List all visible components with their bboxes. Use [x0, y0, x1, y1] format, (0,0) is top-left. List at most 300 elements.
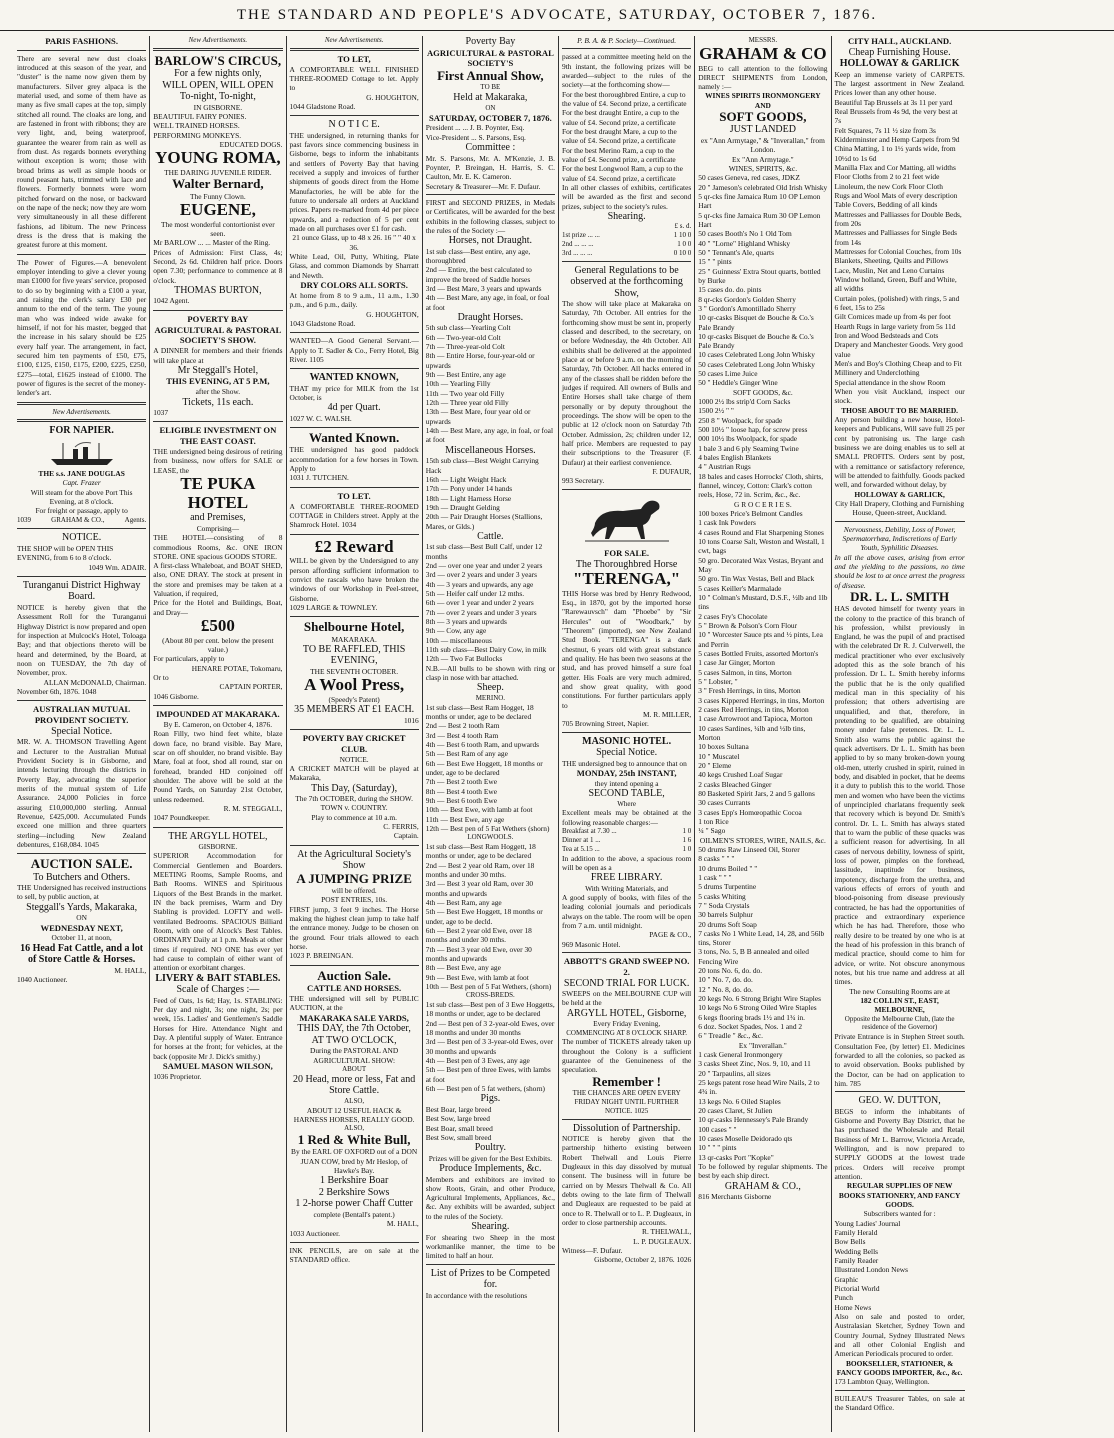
notice-more: White Lead, Oil, Putty, Whiting, Plate Glass, and common Diamonds by Sharratt and Newth. — [289, 252, 419, 280]
ex-inverallan: Ex "Inverallan." — [738, 1040, 787, 1050]
impounded-number: 1047 Poundkeeper. — [153, 813, 210, 823]
goods-item: 100 cases " " — [698, 1124, 737, 1134]
free-library-with: With Writing Materials, and — [585, 883, 669, 893]
auction-sale-head: 20 Head, more or less, Fat and Store Cattle. — [293, 1073, 416, 1097]
cricket-captain: Captain. — [393, 831, 419, 841]
te-puka-comprising: Comprising— — [196, 523, 240, 533]
napier-agents-label: Agents. — [124, 515, 147, 524]
goods-item: 3 cases Epp's Homœopathic Cocoa — [698, 807, 802, 817]
column-4 — [423, 36, 559, 1432]
class-item: 1st sub class—Best Ram Hoggett, 18 months or under, age to be declared — [425, 842, 536, 861]
to-let-2-body: A COMFORTABLE THREE-ROOMED COTTAGE in Childers street. Apply at the Shamrock Hotel. 1034 — [289, 501, 419, 530]
periodical-item: Graphic — [834, 1274, 859, 1284]
wanted-known-body: THAT my price for MILK from the 1st October, is — [289, 383, 419, 402]
auction-sale-hack: ABOUT 12 USEFUL HACK & HARNESS HORSES, REALLY GOOD. — [293, 1105, 415, 1124]
followed: To be followed by regular shipments. The best by each ship direct. — [698, 1162, 828, 1181]
masonic-where: Where — [617, 799, 636, 808]
eligible-investment-body: THE undersigned being desirous of retiring from business, now offers for SALE or LEASE, the — [153, 446, 283, 475]
show-vice: Vice-President ... S. Parsons, Esq. — [425, 132, 526, 142]
goods-item: 10 qr-casks Bisquet de Bouche & Co.'s Pale Brandy — [698, 313, 814, 332]
goods-item: 50 cases Celebrated Long John Whisky — [698, 359, 815, 369]
goods-item: 18 bales and cases Horrocks' Cloth, shirts, flannel, wincey, Cotton: Clark's cotton reels, Hose, 72 in. Scrim, &c., &c. — [698, 471, 824, 500]
class-item: 7th — Best 3 year old Ewe, over 30 months and upwards — [425, 944, 532, 963]
walter-bernard-sub: The Funny Clown. — [190, 191, 246, 201]
second-table: SECOND TABLE, — [588, 788, 665, 800]
wanted-known-title: WANTED KNOWN, — [309, 372, 399, 384]
furnishing-item: Mattresses for Colonial Couches, from 10s — [834, 247, 962, 257]
class-item: 10th — Best pen of 5 Fat Wethers, (shorn) — [425, 981, 552, 991]
meal-charge-row-cell: Dinner at 1 ... — [562, 835, 601, 844]
auction-sale-time: AT TWO O'CLOCK, — [311, 1034, 397, 1046]
goods-item: 5 casks Whiting — [698, 891, 746, 901]
auction-place: Steggall's Yards, Makaraka, — [26, 901, 138, 913]
to-let-body: A COMFORTABLE WELL FINISHED THREE-ROOMED Cottage to let. Apply to — [289, 64, 419, 93]
dr-smith-address: 182 COLLIN ST., EAST, MELBOURNE, — [860, 995, 939, 1015]
goods-item: 5 cases Bottled Fruits, assorted Morton's — [698, 648, 819, 658]
furnishing-item: Mattresses and Palliasses for Double Beds, from 20s — [834, 209, 962, 229]
merino-list — [426, 703, 555, 834]
impounded-sign: R. M. STEGGALL, — [223, 803, 283, 813]
draught-horses-list — [426, 323, 555, 444]
act-item: EDUCATED DOGS. — [219, 139, 283, 149]
column-1 — [14, 36, 150, 1432]
act-item: BEAUTIFUL FAIRY PONIES. — [153, 111, 247, 121]
class-item: 4th — Best 6 tooth Ram, and upwards — [425, 739, 540, 749]
shearing-title: Shearing. — [607, 210, 646, 222]
show-title-3: First Annual Show, — [437, 68, 544, 84]
meal-charge-row-cell: 1 6 — [682, 835, 692, 844]
goods-item: 13 qr-casks Port "Kopke" — [698, 1152, 774, 1162]
new-advertisements-label: New Advertisements. — [188, 36, 248, 44]
te-puka-list: THE HOTEL—consisting of 8 commodious Rooms, &c. ONE IRON STORE. ONE spacious GOODS STORE. — [153, 533, 283, 561]
notice-title: N O T I C E. — [328, 119, 380, 131]
shearing-prize-row-cell: 0 10 0 — [673, 248, 692, 257]
impounded-by: By E. Cameron, on October 4, 1876. — [163, 719, 273, 729]
livery-stables: LIVERY & BAIT STABLES. — [155, 972, 281, 984]
class-item: 8th — Best 4 tooth Ewe — [425, 786, 497, 796]
bookseller: BOOKSELLER, STATIONER, & FANCY GOODS IMPORTER, &c., &c. — [836, 1358, 963, 1377]
goods-item: 1 case Jar Ginger, Morton — [698, 658, 775, 668]
goods-item: 15 cases do. do. pints — [698, 285, 762, 295]
column-2 — [150, 36, 286, 1432]
goods-item: 40 kegs Crushed Loaf Sugar — [698, 770, 783, 780]
berkshire-boar: 1 Berkshire Boar — [319, 1175, 389, 1187]
te-puka-agent-2: CAPTAIN PORTER, — [219, 682, 283, 692]
goods-item: 6 " Treadle " &c., &c. — [698, 1031, 763, 1041]
meal-charge-row-cell: 1 0 — [682, 844, 692, 853]
shearing-prize-row-cell: 1 0 0 — [677, 240, 692, 249]
pba-body: passed at a committee meeting held on the 9th instant, the following prizes will be awarded—subject to the rules of the society—at the forthcoming show— — [562, 52, 692, 90]
masonic-addition: In addition to the above, a spacious room will be open as a — [562, 853, 692, 872]
notice-title: NOTICE. — [62, 532, 102, 544]
class-item: 1st sub class—Best pen of 3 Ewe Hoggetts, 18 months or under, age to be declared — [425, 1000, 555, 1019]
reward-body: WILL be given by the Undersigned to any person affording sufficient information to convict the rascals who have broken the windows of our Workshop in Peel-street, Gisborne. — [289, 556, 419, 603]
class-item: 12th — Best pen of 5 Fat Wethers (shorn) — [425, 823, 550, 833]
masonic-hotel: MASONIC HOTEL. — [582, 735, 672, 747]
goods-item: 50 cases Geneva, red cases, JDKZ — [698, 173, 800, 183]
jumping-body: FIRST jump, 3 feet 9 inches. The Horse making the highest clean jump to take half the entrance money. Judge to be chosen on the ground. Four trials allowed to each horse. — [289, 904, 419, 952]
class-item: 7th — Three-year-old Colt — [425, 342, 505, 352]
masonic-number: 969 Masonic Hotel. — [562, 939, 621, 949]
goods-item: 20 " Eleme — [698, 760, 732, 770]
pba-continued: P. B. A. & P. Society—Continued. — [577, 36, 677, 45]
goods-item: 50 gro. Decorated Wax Vestas, Bryant and May — [698, 555, 824, 575]
furnishing-item: China Matting, 1 to 1½ yards wide, from 10½d to 1s 6d — [834, 144, 956, 163]
goods-item: 50 drums Raw Linseed Oil, Storer — [698, 844, 800, 854]
list-of-prizes: List of Prizes to be Competed for. — [430, 1267, 550, 1291]
dry-hours: At home from 8 to 9 a.m., 11 a.m., 1.30 p.m., and 6 p.m., daily. — [289, 290, 419, 310]
graham-sign: GRAHAM & CO., — [724, 1180, 801, 1192]
class-item: 9th — Best 6 tooth Ewe — [425, 795, 497, 805]
goods-item: 500 10½ " loose hap, for screw press — [698, 425, 808, 435]
auction-subtitle: To Butchers and Others. — [33, 871, 131, 883]
free-library: FREE LIBRARY. — [590, 872, 663, 884]
shearing-prize-row-cell: 1st prize ... ... — [562, 231, 600, 240]
goods-item: 3 tons, No. 5, B B annealed and oiled Fencing Wire — [698, 947, 809, 966]
show-prizes: FIRST and SECOND PRIZES, in Medals or Certificates, will be awarded for the best exhibits in the following classes, subject to the rules of the Society :— — [425, 197, 555, 235]
class-item: 5th — Heifer calf under 12 mths. — [425, 589, 525, 599]
chaff-cutter: 1 2-horse power Chaff Cutter — [295, 1198, 413, 1210]
napier-freight: For freight or passage, apply to — [35, 506, 128, 516]
terenga-number: 705 Browning Street, Napier. — [562, 719, 649, 729]
goods-item: 5 " Brown & Polson's Corn Flour — [698, 621, 798, 630]
column-7 — [832, 36, 968, 1432]
dr-smith-rooms: The new Consulting Rooms are at — [849, 986, 951, 996]
furnishing-item: Drapery and Manchester Goods. Very good value — [834, 340, 963, 359]
notice-glass: 21 ounce Glass, up to 48 x 26. 16 " " 40 x 36. — [292, 233, 416, 252]
to-let-2-title: TO LET. — [337, 490, 371, 501]
auction-sale-title: Auction Sale. — [317, 967, 391, 983]
eugene-sub: The most wonderful contortionist ever seen. — [161, 219, 275, 238]
goods-item: 12 " No. 8, do. do. — [698, 984, 753, 994]
goods-item: 1 case Arrowroot and Tapioca, Morton — [698, 714, 813, 724]
periodical-item: Punch — [834, 1293, 853, 1303]
holloway-garlick: HOLLOWAY & GARLICK — [839, 58, 960, 70]
goods-item: 50 " Tennant's Ale, quarts — [698, 247, 774, 257]
show-held: Held at Makaraka, — [453, 92, 528, 104]
goods-item: 20 drums Soft Soap — [698, 919, 757, 929]
goods-item: 2 cases Red Herrings, in tins, Morton — [698, 704, 809, 714]
furnishing-item: Hearth Rugs in large variety from 5s 11d — [834, 321, 956, 331]
furnishing-item: Rugs and Wool Mats of every description — [834, 191, 958, 201]
to-let-title: TO LET, — [337, 53, 371, 64]
furnishing-item: Blankets, Sheeting, Quilts and Pillows — [834, 256, 949, 266]
class-item: 20th — Pair Draught Horses (Stallions, Mares, or Glds.) — [425, 512, 543, 531]
periodical-item: Family Herald — [834, 1227, 878, 1237]
inverallan-list — [698, 1050, 827, 1162]
wanted-known-2-sign: 1031 J. TUTCHEN. — [289, 473, 349, 483]
masonic-date: MONDAY, 25th INSTANT, — [576, 767, 677, 778]
goods-item: 25 kegs patent rose head Wire Nails, 2 to 4¾ in. — [698, 1078, 820, 1097]
general-regulations-sign: F. DUFAUR, — [652, 467, 692, 477]
class-item: 1st sub class—Best entire, any age, thoroughbred — [425, 246, 531, 266]
column-5 — [559, 36, 695, 1432]
auction-sale-also-2: ALSO, — [344, 1124, 365, 1133]
graham-beg: BEG to call attention to the following DIRECT SHIPMENTS from London, namely :— — [698, 63, 828, 92]
masonic-sign: PAGE & CO., — [649, 930, 692, 940]
paris-fashions-body: There are several new dust cloaks introduced at this season of the year, and "duster" is the name now given them by manufacturers. Silver grey alpaca is the material used, and some of them have as many as five small capes at the top, simply stitched all round. The cloaks are long, and are fastened in front with ribbons; they are very light, and, being waterproof, guarantee the wearer from rain as well as from dust. As regards bonnets everything without exception is worn; those with broad brims as well as simple hoods or round peasant hats, trimmed with lace and flowers. Formerly bonnets were worn pitched forward on the nose, or backward on the nape of the neck; now they are worn very simultaneously in all these different fashions, ad libitum. The new Princess dress is the dress that is making the greatest furore at this moment. — [17, 53, 147, 250]
goods-item: 5 qr-cks fine Jamaica Rum 10 OP Lemon Hart — [698, 191, 821, 211]
show-committee: Committee : — [465, 142, 516, 154]
masonic-open: they intend opening a — [594, 778, 659, 788]
furnishing-item: Linoleum, the new Cork Floor Cloth — [834, 181, 943, 191]
cricket-day: This Day, (Saturday), — [311, 782, 398, 794]
class-item: 2nd — Best pen of 3 2-year-old Ewes, over 18 months and under 30 months — [425, 1018, 555, 1038]
meal-charge-row-cell: 1 0 — [682, 827, 692, 836]
class-item: 9th — Best Ewe, with lamb at foot — [425, 972, 529, 982]
auction-on: ON — [76, 913, 87, 923]
class-item: 17th — Pony under 14 hands — [425, 484, 513, 494]
thoroughbred-horse: The Thoroughbred Horse — [575, 558, 678, 570]
masthead: THE STANDARD AND PEOPLE'S ADVOCATE, SATURDAY, OCTOBER 7, 1876. — [0, 0, 1114, 31]
barlow-in-gisborne: IN GISBORNE. — [193, 102, 243, 112]
poverty-bay-show-tickets: Tickets, 11s each. — [182, 396, 254, 408]
goods-item: ¼ " Sago — [698, 826, 726, 836]
class-item: 5th — Best Ewe Hoggett, 18 months or under, age to be decld. — [425, 907, 543, 926]
accordance: In accordance with the resolutions — [425, 1290, 528, 1300]
dissolution-sign-2: L. P. DUGLEAUX. — [633, 1236, 692, 1246]
goods-item: 10 cases Sardines, ¼lb and ½lb tins, Morton — [698, 723, 806, 742]
soft-goods-label: SOFT GOODS, &c. — [732, 387, 793, 397]
reward-title: £2 Reward — [314, 536, 394, 556]
holloway-sign: HOLLOWAY & GARLICK, — [854, 489, 945, 499]
goods-item: 3 " Gordon's Amontillado Sherry — [698, 303, 796, 313]
dissolution-sign-1: R. THELWALL, — [642, 1227, 692, 1237]
cricket-sign: C. FERRIS, — [383, 822, 419, 832]
wanted-known-sign: 1027 W. C. WALSH. — [289, 413, 352, 423]
goods-item: 000 10½ lbs Woolpack, for spade — [698, 434, 798, 444]
turanganui-date: November 6th, 1876. 1048 — [17, 686, 97, 696]
periodical-item: Home News — [834, 1302, 872, 1312]
sheep: Sheep. — [476, 682, 504, 694]
sweep-hotel: ARGYLL HOTEL, Gisborne, — [566, 1007, 687, 1019]
city-hall: CITY HALL, AUCKLAND. — [847, 36, 952, 46]
general-regulations-number: 993 Secretary. — [562, 476, 605, 486]
class-item: 16th — Light Weight Hack — [425, 474, 507, 484]
jumping-at: At the Agricultural Society's Show — [297, 848, 411, 872]
act-item: PERFORMING MONKEYS. — [153, 130, 242, 140]
goods-item: 3 cases Kippered Herrings, in tins, Morton — [698, 695, 825, 705]
class-item: 8th — 3 years and upwards — [425, 617, 507, 626]
messrs: MESSRS. — [748, 36, 778, 44]
goods-item: 20 kegs No. 6 Strong Bright Wire Staples — [698, 994, 821, 1004]
cheap-furnishing: Cheap Furnishing House. — [848, 46, 951, 58]
abbott-sweep: ABBOTT'S GRAND SWEEP NO. 2. — [563, 956, 690, 977]
class-item: 7th — over 2 years and under 3 years — [425, 607, 537, 617]
goods-item: 30 barrels Sulphur — [698, 910, 753, 920]
goods-item: 10 " No. 7, do. do. — [698, 975, 753, 985]
regular-supplies: REGULAR SUPPLIES OF NEW BOOKS STATIONERY, AND FANCY GOODS. — [838, 1181, 961, 1209]
burton-number: 1042 Agent. — [153, 296, 190, 306]
goods-item: 4 cases Round and Flat Sharpening Stones — [698, 527, 824, 537]
witness-date: Gisborne, October 2, 1876. 1026 — [594, 1255, 692, 1265]
class-item: 15th sub class—Best Weight Carrying Hack — [425, 456, 539, 475]
steggall-hotel: Mr Steggall's Hotel, — [177, 364, 259, 376]
goods-item: 5 " Lobster, " — [698, 676, 738, 686]
furnishing-item: Table Covers, Bedding of all kinds — [834, 200, 938, 210]
furnishing-item: Kidderminster and Hemp Carpets from 9d — [834, 135, 960, 145]
auction-what: 16 Head Fat Cattle, and a lot of Store Cattle & Horses. — [20, 942, 144, 966]
class-item: 8th — Best Ewe, any age — [425, 963, 501, 973]
furnishing-item: Men's and Boy's Clothing Cheap and to Fit — [834, 359, 962, 368]
jumping-offered: will be offered. — [331, 886, 377, 896]
te-puka-or: Or to — [153, 673, 169, 683]
napier-title: FOR NAPIER. — [49, 425, 114, 437]
prize-item: For the best draught Entire, a cup to the value of £4. Second prize, a certificate — [562, 108, 680, 127]
auction-body: THE Undersigned has received instructions to sell, by public auction, at — [17, 883, 147, 902]
treasurer-tables: BUILEAU'S Treasurer Tables, on sale at the Standard Office. — [834, 1393, 965, 1412]
those-married: THOSE ABOUT TO BE MARRIED. — [841, 405, 959, 415]
turanganui-sign: ALLAN McDONALD, Chairman. — [43, 677, 147, 687]
amp-subtitle: Special Notice. — [51, 725, 113, 737]
goods-item: 1 cask " " " — [698, 872, 732, 882]
pba-prize-list — [562, 90, 691, 183]
goods-item: 1 cask Ink Powders — [698, 518, 756, 528]
goods-item: 50 cases Lime Juice — [698, 369, 758, 379]
barlow-will-open: WILL OPEN, WILL OPEN — [162, 79, 274, 91]
goods-item: 2 cases Fry's Chocolate — [698, 611, 768, 621]
impounded-title: IMPOUNDED AT MAKARAKA. — [156, 709, 280, 720]
class-item: 11th — Best Ewe, any age — [425, 814, 505, 824]
furnishing-item: Millinery and Underclothing — [834, 368, 920, 378]
cricket-body: A CRICKET MATCH will be played at Makaraka, — [289, 764, 419, 783]
furnishing-item: Beautiful Tap Brussels at 3s 11 per yard — [834, 97, 953, 107]
raffle-members: 35 MEMBERS AT £1 EACH. — [294, 704, 415, 716]
cricket-date: The 7th OCTOBER, during the SHOW. — [295, 794, 413, 804]
goods-item: 25 " Guinness' Extra Stout quarts, bottled by Burke — [698, 266, 821, 285]
goods-item: 10 kegs No 6 Strong Oiled Wire Staples — [698, 1003, 817, 1013]
remember: Remember ! — [592, 1073, 661, 1089]
second-trial: SECOND TRIAL FOR LUCK. — [563, 977, 690, 989]
auction-title: AUCTION SALE. — [30, 856, 133, 872]
subscriber-list — [835, 1219, 965, 1312]
furnishing-item: Window holland, Green, Buff and White, all widths — [834, 275, 957, 294]
paris-fashions-title: PARIS FASHIONS. — [45, 36, 118, 46]
power-of-figures: The Power of Figures.—A benevolent employer intending to give a clever young man £1000 for five years' service, proposed to do so by beginning with a £100 a year, and raising the clerk's salary £30 per annum to the end of the term. The young man who was indeed wide awake for himself, if not for his master, begged that the increase in his salary should be £25 every half year. The arrangement, in fact, secured him ten payments of £50, £75, £100, £125, £150, £175, £200, £225, £250, £275—total, £1625 instead of £1000. The power of figures is the secret of the money-lender's art. — [17, 257, 147, 398]
shearing-prize-row — [562, 231, 691, 240]
class-item: 3rd — Best pen of 3 3-year-old Ewes, over 30 months and upwards — [425, 1037, 554, 1056]
wines-spirits: WINES, SPIRITS, &c. — [728, 163, 798, 173]
periodical-item: Illustrated London News — [834, 1265, 908, 1275]
amp-body: MR. W. A. THOMSON Travelling Agent and Lecturer to the Australian Mutual Provident Society is in Gisborne, and intends lecturing through the districts in Poverty Bay, advocating the superior merits of the mutual system of Life Assurance. 24,000 Policies in force assuring £10,000,000 sterling. Annual Revenue, £425,000. Accumulated Funds exceed one million and three quarters sterling—including New Zealand debentures, £168,084. 1045 — [17, 737, 147, 849]
cattle: Cattle. — [477, 530, 504, 542]
goods-item: 1000 2½ lbs strip'd Corn Sacks — [698, 397, 791, 407]
dry-sign: G. HOUGHTON, — [366, 309, 419, 319]
te-puka-hotel: TE PUKA HOTEL — [180, 473, 256, 512]
furnishing-item: Gilt Cornices made up from 4s per foot — [834, 312, 951, 322]
goods-item: 1500 2½ " " — [698, 406, 734, 416]
class-item: 1st sub class—Best Ram Hogget, 18 months or under, age to be declared — [425, 702, 534, 721]
terenga: "TERENGA," — [573, 569, 681, 589]
goods-item: 50 gro. Tin Wax Vestas, Bell and Black — [698, 574, 815, 584]
steamship-icon — [47, 439, 117, 467]
auction-sale-sub: CATTLE AND HORSES. — [307, 983, 402, 994]
amp-title: AUSTRALIAN MUTUAL PROVIDENT SOCIETY. — [33, 704, 131, 725]
goods-item: 10 " Colman's Mustard, D.S.F., ½lb and 1lb tins — [698, 593, 828, 612]
goods-item: 5 drums Turpentine — [698, 882, 757, 892]
show-title-2: AGRICULTURAL & PASTORAL SOCIETY'S — [426, 47, 554, 69]
furnishing-item: Real Brussels from 4s 9d, the very best at 7s — [834, 107, 958, 126]
sweep-more: The number of TICKETS already taken up throughout the Colony is a sufficient guarantee of the Genuineness of the speculation. — [562, 1037, 692, 1075]
goods-item: 4 " Austrian Rugs — [698, 462, 751, 472]
meal-charge-row-cell: Tea at 5.15 ... — [562, 844, 600, 853]
married-body: Any person building a new house, Hotel-keepers and Publicans, Will save full 25 per cent by patronising us. The large cash business we are doing enables us to sell at SMALL PROFITS. Orders sent by post, with a remittance or satisfactory reference, will be attended to faithfully. Goods packed well, and forwarded without delay, by — [834, 414, 965, 490]
goods-item: 20 " Tarpaulins, all sizes — [698, 1068, 771, 1078]
goods-item: 250 8 " Woolpack, for spade — [698, 415, 783, 425]
witness: Witness—F. Dufaur. — [562, 1245, 623, 1255]
class-item: 2nd — Best 2 year old Ram, over 18 months and under 30 mths. — [425, 860, 535, 879]
cross-breds: CROSS-BREDS. — [465, 991, 515, 1000]
goods-item: 5 cases Keiller's Marmalade — [698, 583, 782, 593]
goods-item: 6 doz. Socket Spades, Nos. 1 and 2 — [698, 1022, 803, 1032]
class-item: 1st sub class—Best Bull Calf, under 12 months — [425, 542, 543, 561]
class-item: Best Sow, small breed — [425, 1132, 492, 1142]
longwools-list — [426, 842, 555, 991]
groceries-list — [698, 509, 827, 835]
goods-item: 10 boxes Sultana — [698, 742, 749, 752]
cricket-club-title: POVERTY BAY CRICKET CLUB. — [302, 733, 406, 754]
cricket-notice: NOTICE. — [339, 754, 369, 764]
masonic-charges — [562, 827, 691, 853]
sweep-every: Every Friday Evening, — [593, 1019, 661, 1029]
masonic-body: THE undersigned beg to announce that on — [562, 758, 687, 768]
show-on: ON — [485, 103, 496, 112]
pba-other: In all other classes of exhibits, certificates will be awarded as the first and second prizes, subject to the society's rules. — [562, 182, 692, 211]
terenga-body: THIS Horse was bred by Henry Redwood, Esq., in 1870, got by the imported horse "Rarewauvsch" dam "Phoebe" by "Sir Hercules" out of "Woodbark," by "Theorem" (imported), see New Zealand Stud Book. "TERENGA" is a dark chestnut, 6 years old with great substance and quality. He has been two seasons at the stud, and has proved himself a sure foal getter. His Foals are very much admired, and show great quality, with good constitutions. For further particulars apply to — [562, 588, 692, 710]
class-item: 5th — Best Ram of any age — [425, 749, 508, 759]
general-regulations-title: General Regulations to be observed at the forthcoming Show, — [570, 264, 683, 299]
raffle-number: 1016 — [403, 715, 419, 725]
poverty-bay-show-number: 1037 — [153, 408, 169, 417]
goods-item: 20 " Jameson's celebrated Old Irish Whisky — [698, 182, 828, 192]
auction-sale-place: MAKARAKA SALE YARDS, — [299, 1012, 409, 1023]
show-committee-list: Mr. S. Parsons, Mr. A. M'Kenzie, J. B. Poynter, P. Breingan, H. Harris, S. C. Caulton, Mr. E. K. Cameron. — [425, 153, 555, 182]
holloway-address: City Hall Drapery, Clothing and Furnishing House, Queen-street, Auckland. — [835, 498, 965, 518]
class-item: Best Sow, large breed — [425, 1114, 490, 1124]
class-item: 2nd — Best 2 tooth Ram — [425, 721, 500, 731]
class-item: 9th — Best Entire, any age — [425, 370, 506, 380]
class-item: 6th — Best pen of 5 fat wethers, (shorn) — [425, 1084, 545, 1094]
impounded-body: Roan Filly, two hind feet white, blaze down face, no brand visible. Bay Mare, scar on off shoulder, no brand visible. Bay Mare, foal at foot, shod all round, star on forehead, branded HD conjoined off shoulder. The above will be sold at the Pound Yards, on Saturday 21st October, unless redeemed. — [153, 729, 283, 804]
goods-item: 5 qr-cks fine Jamaica Rum 30 OP Lemon Hart — [698, 210, 821, 229]
furnishing-item: Manilla Flax and Cor Matting, all widths — [834, 163, 956, 173]
for-sale: FOR SALE. — [604, 547, 650, 558]
masonic-meals: Excellent meals may be obtained at the following reasonable charges:— — [562, 808, 692, 827]
poverty-bay-show-title: POVERTY BAY AGRICULTURAL & PASTORAL SOCIETY'S SHOW. — [154, 313, 282, 346]
auction-number: 1040 Auctioneer. — [17, 975, 68, 985]
auction-sale-day: THIS DAY, the 7th October, — [297, 1023, 411, 1035]
nervousness: Nervousness, Debility, Loss of Power, Spermatorrhœa, Indiscretions of Early Youth, Syphilitic Diseases. — [842, 524, 957, 553]
wool-press-sub: (Speedy's Patent) — [328, 694, 380, 704]
argyll-hotel-body: SUPERIOR Accommodation for Commercial Gentlemen and Boarders. MEETING Rooms, Sample Rooms, and Bath Rooms. WINES and Spirituous Liquors of the Best Brands in the market. IN the back premises, Warm and Dry Stabling is provided. LOFTY and well-ventilated Bedrooms. SPACIOUS Billiard Room, with one of Alcock's Best Tables. ORDINARY Daily at 1 p.m. Meals at other times if required. NO ONE has ever yet had cause to complain of either want of attention or exorbitant charges. — [153, 851, 283, 973]
wool-press: A Wool Press, — [304, 675, 405, 695]
walter-bernard: Walter Bernard, — [172, 176, 264, 192]
argyll-hotel-sub: GISBORNE. — [198, 842, 238, 852]
auction-sale-body: THE undersigned will sell by PUBLIC AUCTION, at the — [289, 993, 419, 1013]
goods-item: 10 tons Coarse Salt, Weston and Westall, 1 cwt, bags — [698, 537, 825, 556]
class-item: 14th — Best Mare, any age, in foal, or foal at foot — [425, 426, 553, 445]
scale-of-charges: Scale of Charges :— — [176, 984, 260, 996]
free-library-body: A good supply of books, with files of the leading colonial journals and periodicals always on the table. The room will be open from 7 a.m. until midnight. — [562, 893, 692, 931]
poultry: Poultry. — [474, 1142, 507, 1154]
shearing-prize-row-cell: 2nd ... ... ... — [562, 240, 594, 249]
auction-date: October 11, at noon, — [51, 933, 112, 943]
shearing-body: For shearing two Sheep in the most workmanlike manner, the time to be limited to half an hour. — [425, 1232, 555, 1261]
merino: MERINO. — [475, 693, 506, 702]
young-roma-sub: THE DARING JUVENILE RIDER. — [164, 167, 272, 177]
class-item: 3rd — Best Mare, 3 years and upwards — [425, 284, 542, 293]
class-item: 2nd — over one year and under 2 years — [425, 561, 543, 571]
